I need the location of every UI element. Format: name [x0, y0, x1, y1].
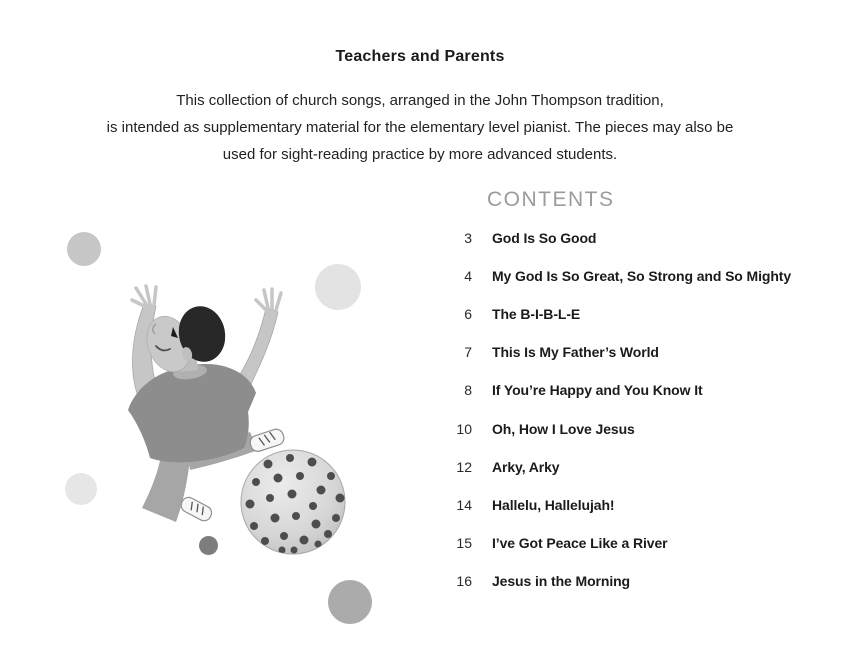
toc-row [446, 524, 791, 562]
toc-page-number: 8 [464, 382, 472, 399]
page-header [0, 48, 840, 66]
toc-page-number: 10 [456, 420, 472, 437]
right-shoe [248, 427, 285, 453]
toc-song-title: This Is My Father’s World [492, 344, 659, 361]
toc-row [446, 562, 791, 600]
toc-row [446, 257, 791, 295]
toc-row [446, 295, 791, 333]
toc-song-title: Hallelu, Hallelujah! [492, 496, 615, 513]
intro-line-3: used for sight-reading practice by more advanced students. [222, 146, 618, 163]
toc-song-title: God Is So Good [492, 230, 597, 247]
toc-page-number: 16 [456, 572, 472, 589]
table-of-contents [446, 219, 791, 600]
toc-song-title: I’ve Got Peace Like a River [492, 534, 668, 551]
intro-line-1: This collection of church songs, arranged in the John Thompson tradition, [176, 92, 664, 109]
toc-row [446, 219, 791, 257]
toc-song-title: Jesus in the Morning [492, 572, 631, 589]
child-with-ball-illustration [100, 260, 400, 620]
toc-page-number: 12 [456, 458, 472, 475]
intro-paragraph [0, 87, 840, 168]
toc-song-title: The B-I-B-L-E [492, 306, 581, 323]
toc-song-title: My God Is So Great, So Strong and So Mighty [492, 268, 792, 285]
toc-row [446, 371, 791, 409]
toc-song-title: If You’re Happy and You Know It [492, 382, 703, 399]
toc-song-title: Arky, Arky [492, 458, 560, 475]
toc-page-number: 3 [464, 230, 472, 247]
toc-page-number: 7 [464, 344, 472, 361]
decor-circle-top-left [67, 232, 101, 266]
decor-circle-bottom-left [65, 473, 97, 505]
toc-page-number: 15 [456, 534, 472, 551]
toc-page-number: 6 [464, 306, 472, 323]
intro-line-2: is intended as supplementary material for the elementary level pianist. The pieces may also be [106, 119, 734, 136]
left-shoe [179, 495, 214, 523]
toc-song-title: Oh, How I Love Jesus [492, 420, 635, 437]
toc-row [446, 486, 791, 524]
toc-row [446, 448, 791, 486]
toc-page-number: 14 [456, 496, 472, 513]
page-title: Teachers and Parents [335, 48, 505, 65]
left-pant-leg [142, 452, 190, 522]
toc-page-number: 4 [464, 268, 472, 285]
toc-row [446, 409, 791, 447]
contents-heading: CONTENTS [487, 188, 615, 211]
toc-row [446, 333, 791, 371]
polka-dot-ball [241, 450, 345, 554]
